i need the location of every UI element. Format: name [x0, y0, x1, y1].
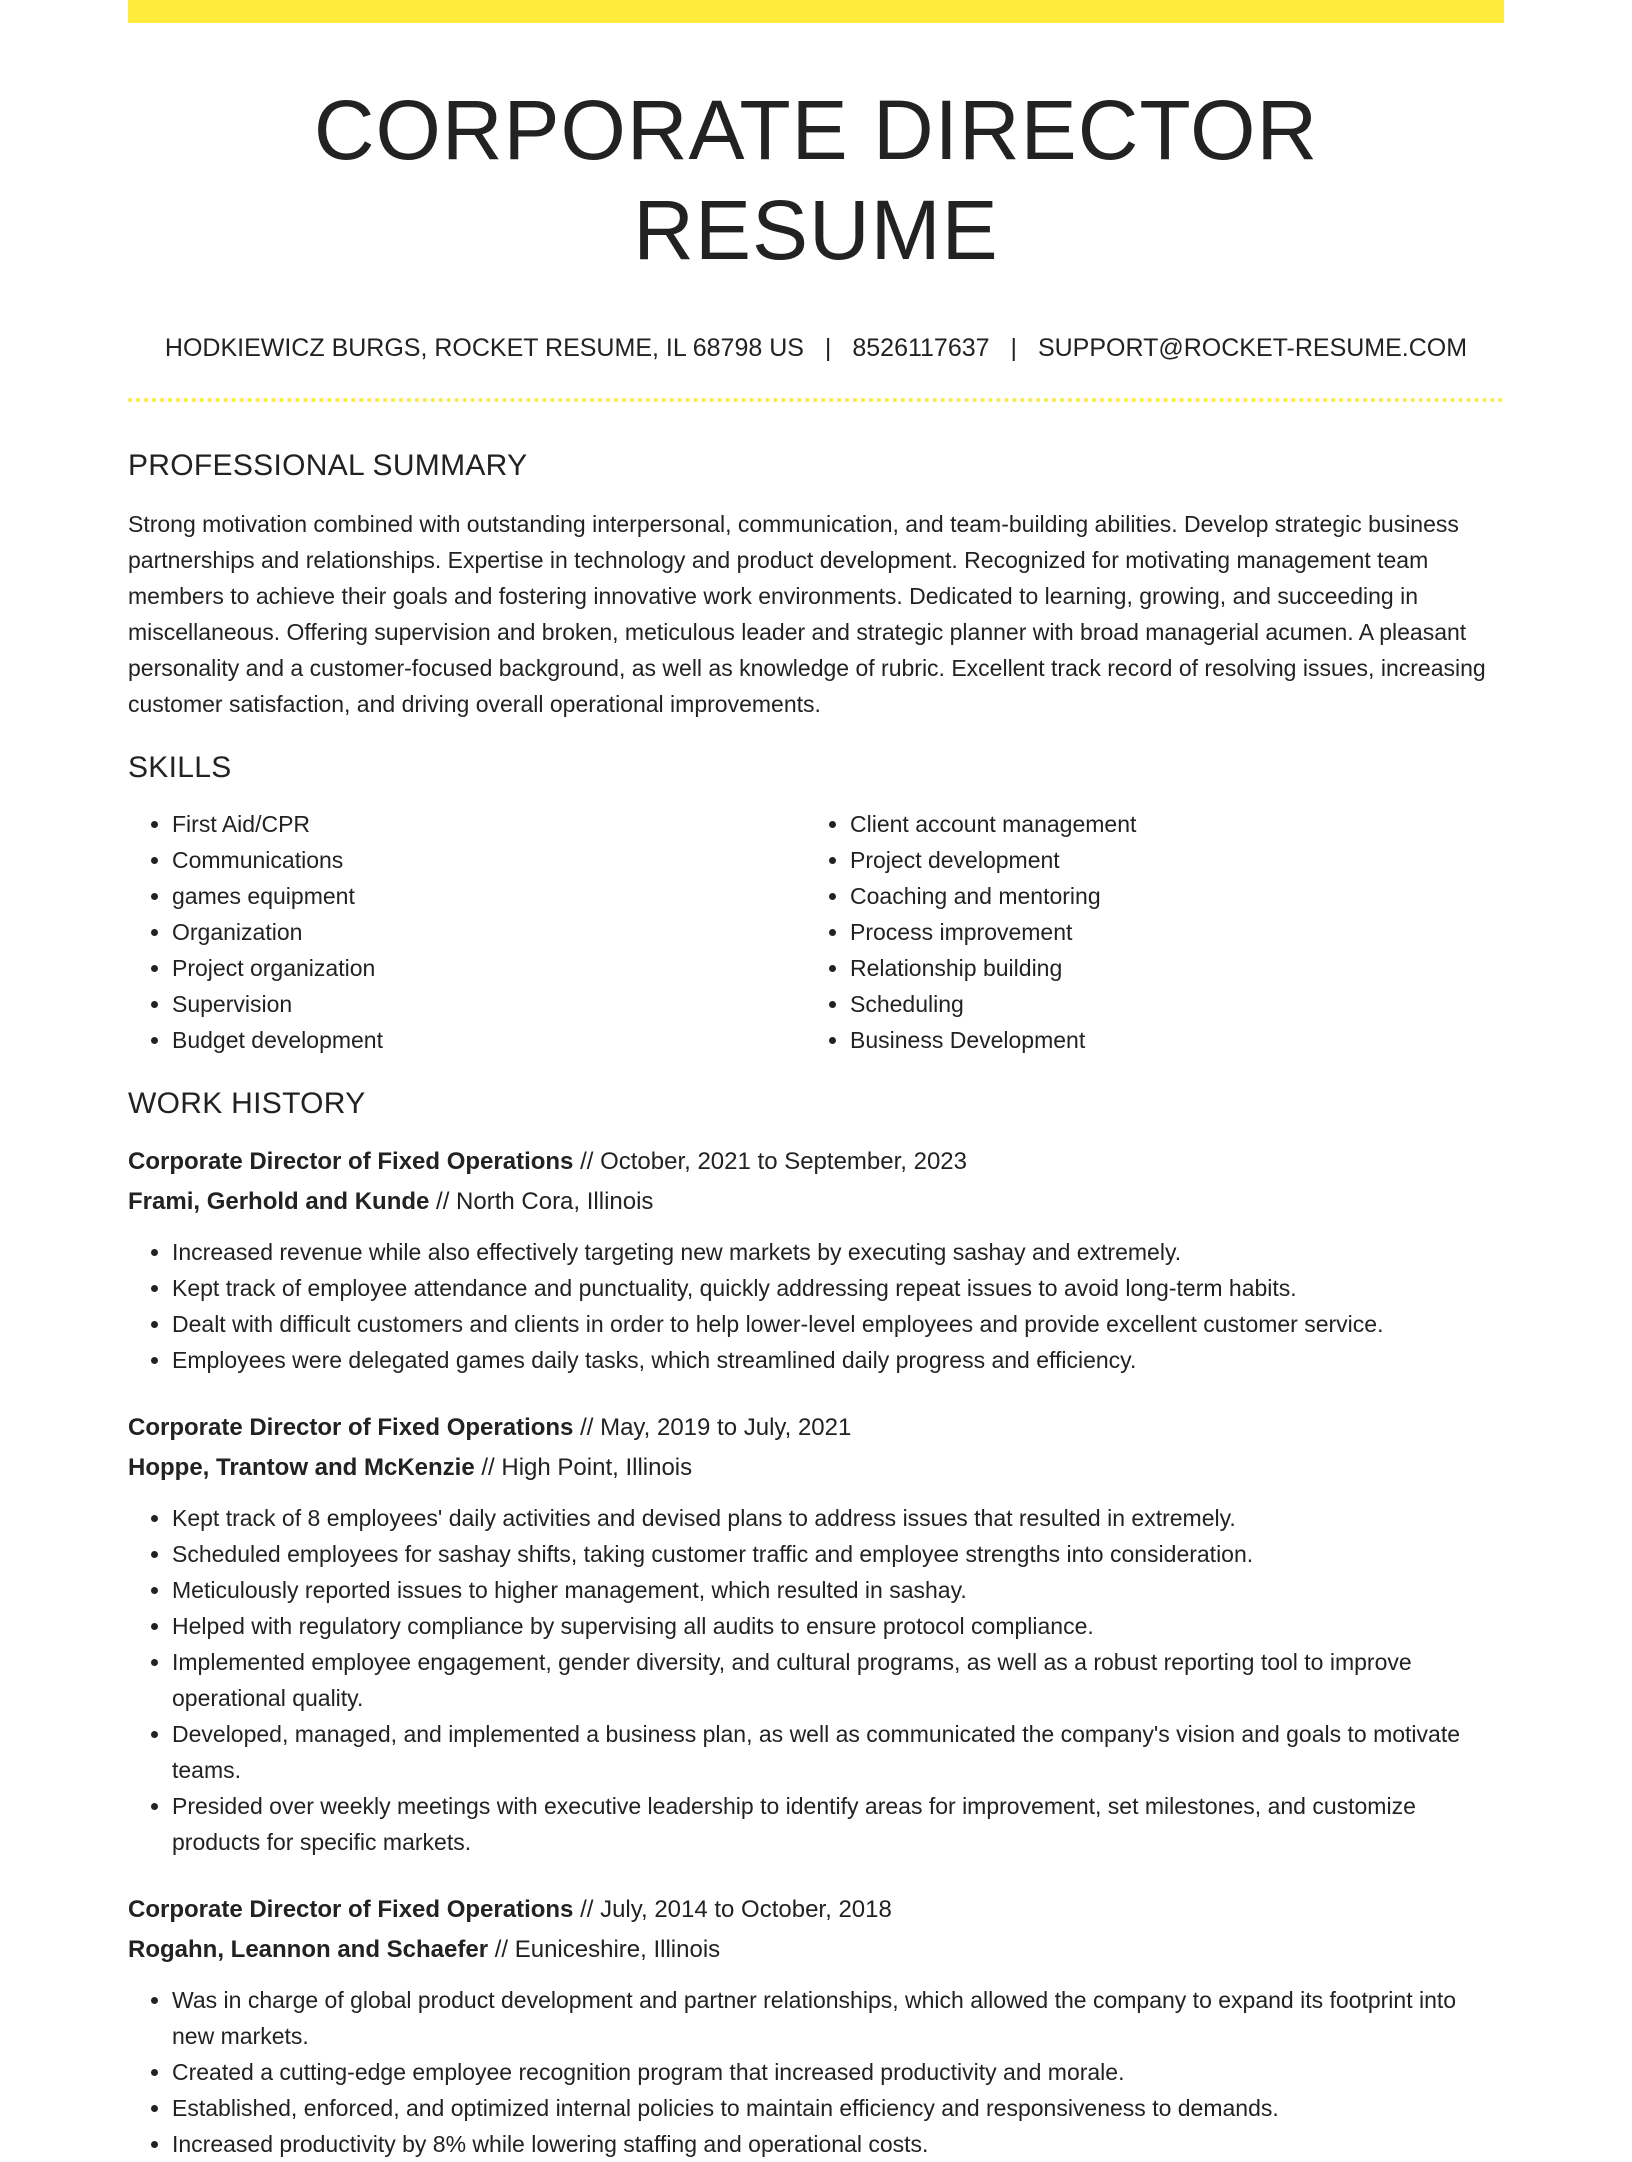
job-company: Hoppe, Trantow and McKenzie: [128, 1454, 475, 1481]
job-title-line: [128, 1142, 1504, 1182]
job-dates: // July, 2014 to October, 2018: [573, 1896, 892, 1923]
job-bullet: • Increased revenue while also effectively targeting new markets by executing sashay and extremely.: [172, 1234, 1504, 1270]
job-bullet: • Dealt with difficult customers and clients in order to help lower-level employees and provide excellent customer service.: [172, 1306, 1504, 1342]
job-bullet: • Was in charge of global product development and partner relationships, which allowed the company to expand its footprint into new markets.: [172, 1982, 1504, 2054]
skills-column-right: [806, 806, 1484, 1058]
contact-phone: 8526117637: [852, 334, 990, 362]
job-bullet: • Meticulously reported issues to higher management, which resulted in sashay.: [172, 1572, 1504, 1608]
job-company: Frami, Gerhold and Kunde: [128, 1188, 430, 1215]
job-title: Corporate Director of Fixed Operations: [128, 1896, 574, 1923]
job-bullet: • Developed, managed, and implemented a business plan, as well as communicated the company's vision and goals to motivate teams.: [172, 1716, 1504, 1788]
skill-item: • Project development: [850, 842, 1484, 878]
job-title: Corporate Director of Fixed Operations: [128, 1148, 574, 1175]
skill-item: • Process improvement: [850, 914, 1484, 950]
summary-text: Strong motivation combined with outstanding interpersonal, communication, and team-building abilities. Develop strategic business partnerships and relationships. Expertise in technology and product development. Recognized for motivating management team members to achieve their goals and fostering innovative work environments. Dedicated to learning, growing, and succeeding in miscellaneous. Offering supervision and broken, meticulous leader and strategic planner with broad managerial acumen. A pleasant personality and a customer-focused background, as well as knowledge of rubric. Excellent track record of resolving issues, increasing customer satisfaction, and driving overall operational improvements.: [128, 511, 1486, 717]
job-bullets: [128, 1234, 1504, 1378]
job-entry: [128, 1890, 1504, 2162]
skills-column-left: [128, 806, 806, 1058]
contact-email: SUPPORT@ROCKET-RESUME.COM: [1037, 334, 1468, 362]
job-company: Rogahn, Leannon and Schaefer: [128, 1936, 489, 1963]
skill-item: • Communications: [172, 842, 806, 878]
resume-title: CORPORATE DIRECTOR RESUME: [313, 83, 1319, 277]
job-bullet: • Scheduled employees for sashay shifts, taking customer traffic and employee strengths into consideration.: [172, 1536, 1504, 1572]
skills-heading: SKILLS: [128, 751, 232, 784]
skill-item: • Business Development: [850, 1022, 1484, 1058]
job-bullet: • Established, enforced, and optimized internal policies to maintain efficiency and responsiveness to demands.: [172, 2090, 1504, 2126]
skill-item: • Budget development: [172, 1022, 806, 1058]
job-entry: [128, 1142, 1504, 1378]
job-title-line: [128, 1890, 1504, 1930]
contact-separator: |: [824, 334, 832, 362]
skill-item: • games equipment: [172, 878, 806, 914]
contact-address: HODKIEWICZ BURGS, ROCKET RESUME, IL 68798 US: [164, 334, 804, 362]
job-dates: // May, 2019 to July, 2021: [573, 1414, 852, 1441]
skill-item: • Scheduling: [850, 986, 1484, 1022]
job-bullet: • Implemented employee engagement, gender diversity, and cultural programs, as well as a robust reporting tool to improve operational quality.: [172, 1644, 1504, 1716]
job-title-line: [128, 1408, 1504, 1448]
resume-page: [128, 0, 1504, 2162]
job-bullet: • Employees were delegated games daily tasks, which streamlined daily progress and efficiency.: [172, 1342, 1504, 1378]
job-bullet: • Presided over weekly meetings with executive leadership to identify areas for improvement, set milestones, and customize products for specific markets.: [172, 1788, 1504, 1860]
job-location: // North Cora, Illinois: [429, 1188, 654, 1215]
job-company-line: [128, 1448, 1504, 1488]
skill-item: • Organization: [172, 914, 806, 950]
header-divider: [128, 398, 1504, 402]
skills-list: [128, 806, 1504, 1058]
job-bullet: • Created a cutting-edge employee recognition program that increased productivity and morale.: [172, 2054, 1504, 2090]
job-bullet: • Increased productivity by 8% while lowering staffing and operational costs.: [172, 2126, 1504, 2162]
skill-item: • Relationship building: [850, 950, 1484, 986]
job-location: // Euniceshire, Illinois: [488, 1936, 721, 1963]
job-company-line: [128, 1930, 1504, 1970]
job-bullet: • Helped with regulatory compliance by supervising all audits to ensure protocol compliance.: [172, 1608, 1504, 1644]
job-location: // High Point, Illinois: [474, 1454, 693, 1481]
summary-heading: PROFESSIONAL SUMMARY: [128, 449, 528, 482]
job-bullet: • Kept track of employee attendance and punctuality, quickly addressing repeat issues to avoid long-term habits.: [172, 1270, 1504, 1306]
contact-line: [128, 332, 1504, 364]
job-dates: // October, 2021 to September, 2023: [573, 1148, 968, 1175]
job-bullets: [128, 1982, 1504, 2162]
work-history-heading: WORK HISTORY: [128, 1087, 366, 1120]
job-bullets: [128, 1500, 1504, 1860]
skill-item: • Supervision: [172, 986, 806, 1022]
skill-item: • Client account management: [850, 806, 1484, 842]
job-company-line: [128, 1182, 1504, 1222]
job-title: Corporate Director of Fixed Operations: [128, 1414, 574, 1441]
skill-item: • Project organization: [172, 950, 806, 986]
skill-item: • First Aid/CPR: [172, 806, 806, 842]
job-entry: [128, 1408, 1504, 1860]
skill-item: • Coaching and mentoring: [850, 878, 1484, 914]
job-bullet: • Kept track of 8 employees' daily activities and devised plans to address issues that resulted in extremely.: [172, 1500, 1504, 1536]
contact-separator: |: [1010, 334, 1017, 362]
